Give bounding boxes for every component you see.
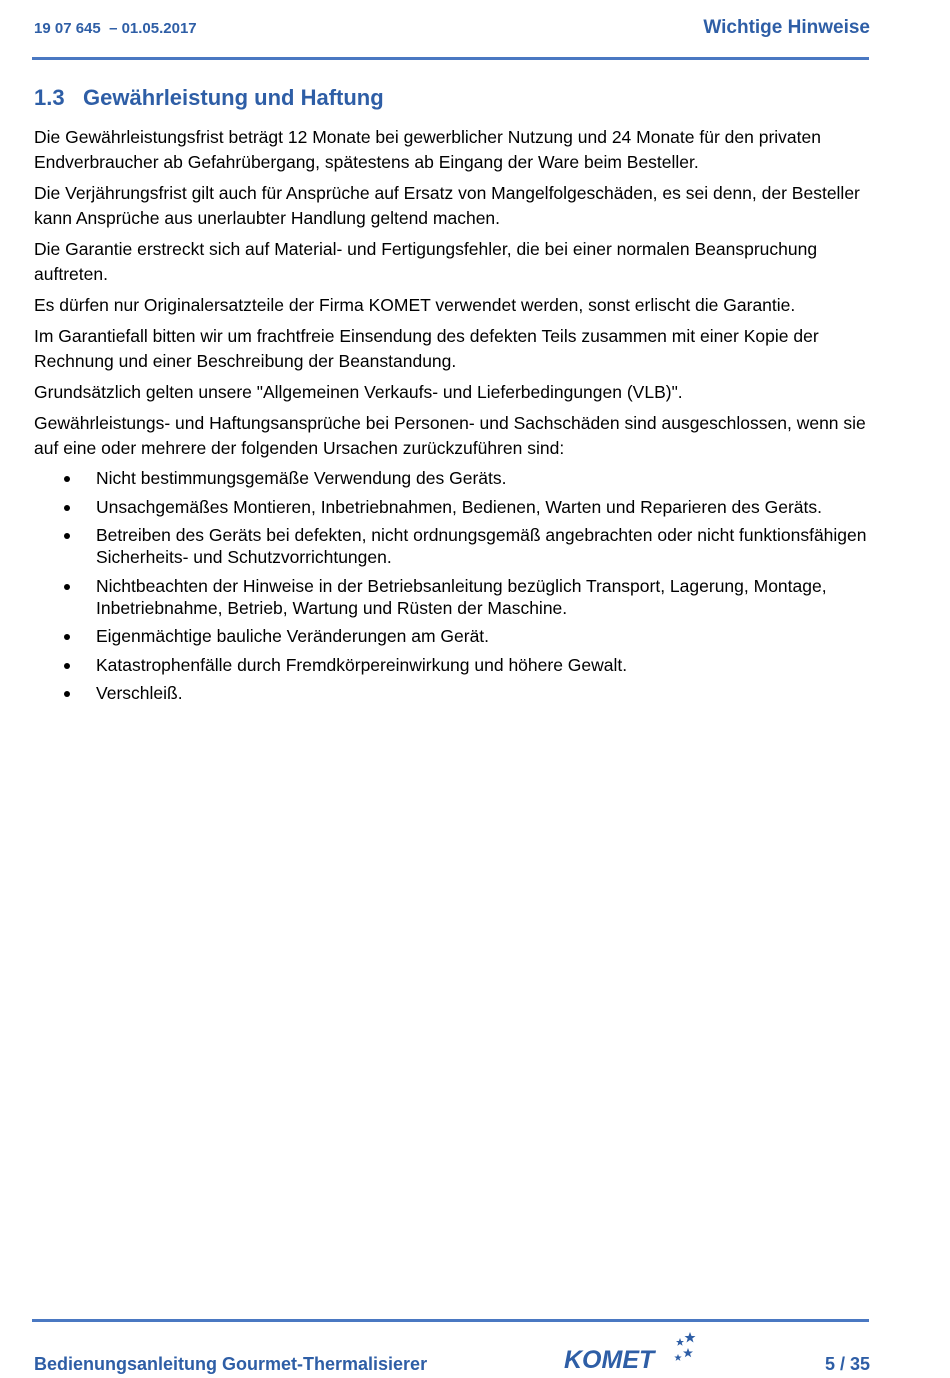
section-title: Gewährleistung und Haftung xyxy=(83,85,384,110)
manual-title: Bedienungsanleitung Gourmet-Thermalisierer xyxy=(34,1354,428,1374)
section-number: 1.3 xyxy=(34,85,65,110)
logo-stars xyxy=(674,1332,695,1361)
komet-logo-icon xyxy=(562,1330,702,1374)
exclusion-list xyxy=(34,467,874,704)
list-item-text: Nicht bestimmungsgemäße Verwendung des Geräts. xyxy=(96,468,507,488)
list-item xyxy=(34,524,874,568)
document-reference: 19 07 645 – 01.05.2017 xyxy=(34,20,197,37)
komet-logo-text: KOMET xyxy=(564,1346,655,1374)
bullet-icon xyxy=(64,533,70,539)
footer-divider xyxy=(32,1319,869,1322)
list-item-text: Betreiben des Geräts bei defekten, nicht ordnungsgemäß angebrachten oder nicht funktionsfähigen Sicherheits- und Schutzvorrichtungen. xyxy=(96,525,867,567)
list-item xyxy=(34,575,874,619)
paragraph: Die Verjährungsfrist gilt auch für Ansprüche auf Ersatz von Mangelfolgeschäden, es sei denn, der Besteller kann Ansprüche aus unerlaubter Handlung geltend machen. xyxy=(34,183,860,228)
list-item xyxy=(34,625,874,647)
page-content xyxy=(34,84,874,711)
paragraph: Die Garantie erstreckt sich auf Material- und Fertigungsfehler, die bei einer normalen Beanspruchung auftreten. xyxy=(34,239,818,284)
bullet-icon xyxy=(64,505,70,511)
page-number: 5 / 35 xyxy=(824,1354,870,1374)
list-item xyxy=(34,467,874,489)
list-item-text: Katastrophenfälle durch Fremdkörpereinwirkung und höhere Gewalt. xyxy=(96,654,628,675)
bullet-icon xyxy=(64,584,70,590)
list-item-text: Eigenmächtige bauliche Veränderungen am Gerät. xyxy=(96,626,490,646)
section-heading xyxy=(34,84,874,112)
list-item xyxy=(34,496,874,518)
paragraph: Es dürfen nur Originalersatzteile der Firma KOMET verwendet werden, sonst erlischt die Garantie. xyxy=(34,295,796,315)
header-divider xyxy=(32,57,869,60)
list-item-text: Verschleiß. xyxy=(96,683,183,703)
paragraph: Grundsätzlich gelten unsere "Allgemeinen Verkaufs- und Lieferbedingungen (VLB)". xyxy=(34,382,683,402)
bullet-icon xyxy=(64,634,70,640)
bullet-icon xyxy=(64,663,70,669)
list-item xyxy=(34,654,874,676)
list-item xyxy=(34,682,874,704)
paragraph: Im Garantiefall bitten wir um frachtfreie Einsendung des defekten Teils zusammen mit einer Kopie der Rechnung und einer Beschreibung der Beanstandung. xyxy=(34,326,819,371)
list-item-text: Nichtbeachten der Hinweise in der Betriebsanleitung bezüglich Transport, Lagerung, Montage, Inbetriebnahme, Betrieb, Wartung und Rüsten der Maschine. xyxy=(96,575,827,618)
list-item-text: Unsachgemäßes Montieren, Inbetriebnahmen, Bedienen, Warten und Reparieren des Geräts. xyxy=(96,496,823,517)
paragraph: Gewährleistungs- und Haftungsansprüche bei Personen- und Sachschäden sind ausgeschlossen, wenn sie auf eine oder mehrere der folgenden Ursachen zurückzuführen sind: xyxy=(34,413,866,458)
bullet-icon xyxy=(64,691,70,697)
paragraph: Die Gewährleistungsfrist beträgt 12 Monate bei gewerblicher Nutzung und 24 Monate für den privaten Endverbraucher ab Gefahrübergang, spätestens ab Eingang der Ware beim Besteller. xyxy=(34,127,821,172)
bullet-icon xyxy=(64,476,70,482)
header-section-name: Wichtige Hinweise xyxy=(703,17,870,38)
